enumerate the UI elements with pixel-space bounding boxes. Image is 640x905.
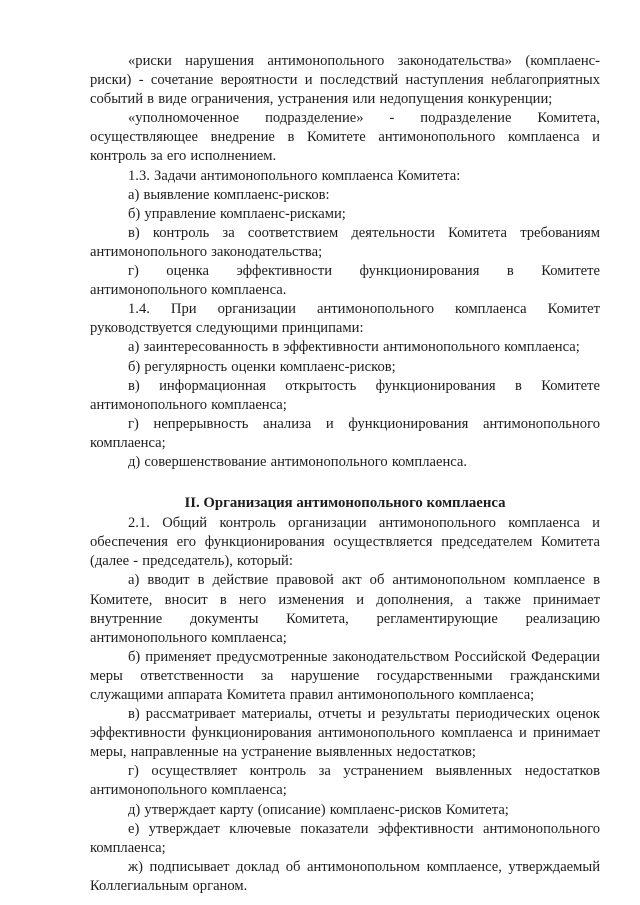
principle-item: г) непрерывность анализа и функционирования антимонопольного комплаенса; — [90, 415, 600, 451]
section-2-heading: II. Организация антимонопольного комплаенса — [184, 495, 506, 512]
definition-compliance-risks: «риски нарушения антимонопольного законодательства» (комплаенс-риски) - сочетание вероятности и последствий наступления неблагоприятных событий в виде ограничения, устранения или недопущения конкуренции; — [90, 53, 600, 108]
chairman-duty-item: в) рассматривает материалы, отчеты и результаты периодических оценок эффективности функционирования антимонопольного комплаенса и принимает меры, направленные на устранение выявленных недостатков; — [90, 706, 600, 761]
principle-item: д) совершенствование антимонопольного комплаенса. — [128, 453, 468, 470]
chairman-duty-item: г) осуществляет контроль за устранением выявленных недостатков антимонопольного комплаенса; — [90, 763, 600, 799]
task-item: б) управление комплаенс-рисками; — [128, 205, 346, 222]
document-page — [90, 52, 600, 896]
clause-1-3-title: 1.3. Задачи антимонопольного комплаенса Комитета: — [128, 167, 461, 184]
principle-item: б) регулярность оценки комплаенс-рисков; — [128, 358, 396, 375]
chairman-duty-item: ж) подписывает доклад об антимонопольном комплаенсе, утверждаемый Коллегиальным органом. — [90, 858, 600, 894]
chairman-duty-item: е) утверждает ключевые показатели эффективности антимонопольного комплаенса; — [90, 820, 600, 856]
task-item: а) выявление комплаенс-рисков: — [128, 186, 330, 203]
task-item: г) оценка эффективности функционирования в Комитете антимонопольного комплаенса. — [90, 263, 600, 299]
section-1-body — [90, 52, 600, 472]
clause-2-1: 2.1. Общий контроль организации антимонопольного комплаенса и обеспечения его функционирования осуществляется председателем Комитета (далее - председатель), который: — [90, 515, 600, 570]
section-2-body — [90, 514, 600, 896]
chairman-duty-item: а) вводит в действие правовой акт об антимонопольном комплаенсе в Комитете, вносит в него изменения и дополнения, а также принимает внутренние документы Комитета, регламентирующие реализацию антимонопольного комплаенса; — [90, 572, 600, 646]
clause-1-4-title: 1.4. При организации антимонопольного комплаенса Комитет руководствуется следующими принципами: — [90, 301, 600, 337]
task-item: в) контроль за соответствием деятельности Комитета требованиям антимонопольного законодательства; — [90, 224, 600, 260]
chairman-duty-item: д) утверждает карту (описание) комплаенс-рисков Комитета; — [128, 801, 509, 818]
principle-item: а) заинтересованность в эффективности антимонопольного комплаенса; — [128, 339, 580, 356]
chairman-duty-item: б) применяет предусмотренные законодательством Российской Федерации меры ответственности за нарушение государственными гражданскими служащими аппарата Комитета правил антимонопольного комплаенса; — [90, 648, 600, 703]
definition-authorized-unit: «уполномоченное подразделение» - подразделение Комитета, осуществляющее внедрение в Комитете антимонопольного комплаенса и контроль за его исполнением. — [90, 110, 600, 165]
principle-item: в) информационная открытость функционирования в Комитете антимонопольного комплаенса; — [90, 377, 600, 413]
